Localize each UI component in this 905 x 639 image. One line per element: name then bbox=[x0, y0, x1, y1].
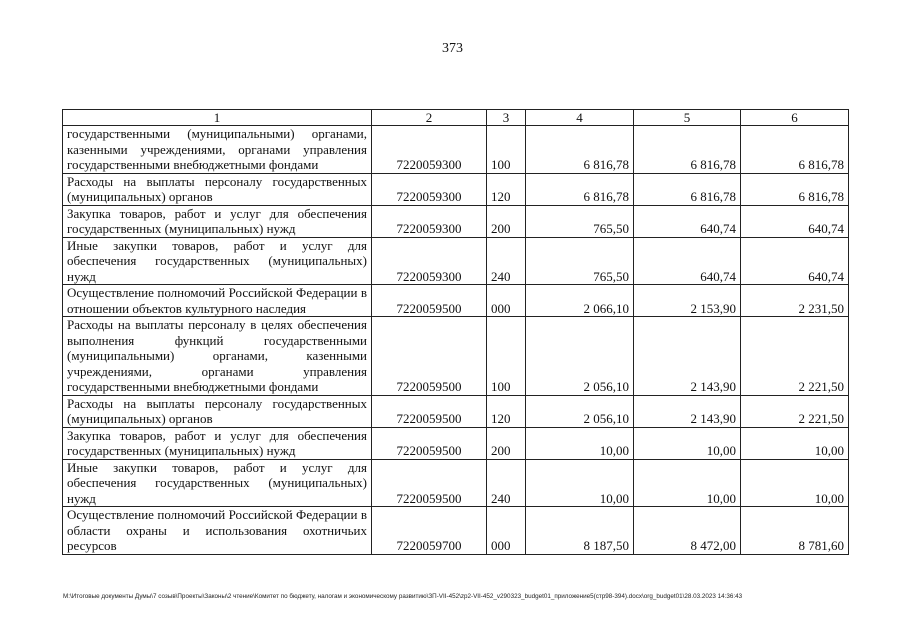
row-code-cell: 7220059500 bbox=[372, 285, 487, 317]
row-value-col5-cell: 640,74 bbox=[634, 205, 741, 237]
table-header-row bbox=[63, 110, 849, 126]
table-row bbox=[63, 427, 849, 459]
header-col-5: 5 bbox=[634, 110, 741, 126]
row-value-col6-cell: 6 816,78 bbox=[741, 126, 849, 174]
row-value-col5-cell: 10,00 bbox=[634, 459, 741, 507]
row-expense-type-cell: 000 bbox=[487, 507, 526, 555]
row-value-col4-cell: 10,00 bbox=[526, 427, 634, 459]
row-code-cell: 7220059500 bbox=[372, 317, 487, 396]
table-row bbox=[63, 205, 849, 237]
row-value-col5-cell: 6 816,78 bbox=[634, 173, 741, 205]
table-body bbox=[63, 126, 849, 555]
table-row bbox=[63, 507, 849, 555]
table-row bbox=[63, 173, 849, 205]
row-code-cell: 7220059300 bbox=[372, 205, 487, 237]
row-value-col4-cell: 10,00 bbox=[526, 459, 634, 507]
table-row bbox=[63, 317, 849, 396]
budget-table bbox=[62, 109, 849, 555]
table-row bbox=[63, 459, 849, 507]
row-expense-type-cell: 000 bbox=[487, 285, 526, 317]
row-value-col6-cell: 8 781,60 bbox=[741, 507, 849, 555]
row-expense-type-cell: 240 bbox=[487, 459, 526, 507]
row-value-col6-cell: 6 816,78 bbox=[741, 173, 849, 205]
row-code-cell: 7220059500 bbox=[372, 427, 487, 459]
row-code-cell: 7220059500 bbox=[372, 459, 487, 507]
row-name-cell: Иные закупки товаров, работ и услуг для обеспечения государственных (муниципальных) нужд bbox=[63, 459, 372, 507]
header-col-6: 6 bbox=[741, 110, 849, 126]
row-value-col5-cell: 10,00 bbox=[634, 427, 741, 459]
row-expense-type-cell: 100 bbox=[487, 126, 526, 174]
row-value-col4-cell: 2 066,10 bbox=[526, 285, 634, 317]
row-name-cell: Закупка товаров, работ и услуг для обеспечения государственных (муниципальных) нужд bbox=[63, 427, 372, 459]
row-value-col5-cell: 8 472,00 bbox=[634, 507, 741, 555]
file-path-footer: M:\Итоговые документы Думы\7 созыв\Проекты\Законы\2 чтение\Комитет по бюджету, налогам и экономическому развитию\ЗП-VII-452\zp2-VII-452_v290323_budget01_приложение5(стр98-394).docx\org_budget01\28.03.2023 14:36:43 bbox=[63, 593, 743, 600]
row-value-col6-cell: 2 231,50 bbox=[741, 285, 849, 317]
row-value-col6-cell: 640,74 bbox=[741, 205, 849, 237]
header-col-2: 2 bbox=[372, 110, 487, 126]
table-row bbox=[63, 395, 849, 427]
row-code-cell: 7220059300 bbox=[372, 237, 487, 285]
row-expense-type-cell: 240 bbox=[487, 237, 526, 285]
row-value-col4-cell: 6 816,78 bbox=[526, 126, 634, 174]
row-name-cell: государственными (муниципальными) органами, казенными учреждениями, органами управления государственными внебюджетными фондами bbox=[63, 126, 372, 174]
row-value-col6-cell: 2 221,50 bbox=[741, 395, 849, 427]
header-col-3: 3 bbox=[487, 110, 526, 126]
page-number: 373 bbox=[442, 41, 463, 56]
row-value-col5-cell: 2 143,90 bbox=[634, 317, 741, 396]
row-name-cell: Расходы на выплаты персоналу в целях обеспечения выполнения функций государственными (муниципальными) органами, казенными учреждениями, органами управления государственными внебюджетными фондами bbox=[63, 317, 372, 396]
row-value-col6-cell: 10,00 bbox=[741, 427, 849, 459]
row-value-col6-cell: 10,00 bbox=[741, 459, 849, 507]
row-expense-type-cell: 120 bbox=[487, 173, 526, 205]
row-value-col4-cell: 6 816,78 bbox=[526, 173, 634, 205]
row-expense-type-cell: 120 bbox=[487, 395, 526, 427]
header-col-4: 4 bbox=[526, 110, 634, 126]
table-row bbox=[63, 285, 849, 317]
row-value-col4-cell: 8 187,50 bbox=[526, 507, 634, 555]
row-code-cell: 7220059300 bbox=[372, 126, 487, 174]
row-name-cell: Иные закупки товаров, работ и услуг для обеспечения государственных (муниципальных) нужд bbox=[63, 237, 372, 285]
row-value-col4-cell: 765,50 bbox=[526, 205, 634, 237]
row-name-cell: Осуществление полномочий Российской Федерации в отношении объектов культурного наследия bbox=[63, 285, 372, 317]
row-value-col4-cell: 2 056,10 bbox=[526, 317, 634, 396]
row-code-cell: 7220059300 bbox=[372, 173, 487, 205]
table-row bbox=[63, 126, 849, 174]
row-value-col5-cell: 640,74 bbox=[634, 237, 741, 285]
row-value-col6-cell: 2 221,50 bbox=[741, 317, 849, 396]
row-value-col4-cell: 765,50 bbox=[526, 237, 634, 285]
table-row bbox=[63, 237, 849, 285]
row-code-cell: 7220059500 bbox=[372, 395, 487, 427]
row-name-cell: Расходы на выплаты персоналу государственных (муниципальных) органов bbox=[63, 173, 372, 205]
header-col-1: 1 bbox=[63, 110, 372, 126]
row-code-cell: 7220059700 bbox=[372, 507, 487, 555]
row-name-cell: Осуществление полномочий Российской Федерации в области охраны и использования охотничьих ресурсов bbox=[63, 507, 372, 555]
row-value-col5-cell: 6 816,78 bbox=[634, 126, 741, 174]
row-value-col4-cell: 2 056,10 bbox=[526, 395, 634, 427]
row-name-cell: Закупка товаров, работ и услуг для обеспечения государственных (муниципальных) нужд bbox=[63, 205, 372, 237]
row-value-col6-cell: 640,74 bbox=[741, 237, 849, 285]
row-expense-type-cell: 100 bbox=[487, 317, 526, 396]
row-value-col5-cell: 2 143,90 bbox=[634, 395, 741, 427]
row-value-col5-cell: 2 153,90 bbox=[634, 285, 741, 317]
row-expense-type-cell: 200 bbox=[487, 427, 526, 459]
row-expense-type-cell: 200 bbox=[487, 205, 526, 237]
row-name-cell: Расходы на выплаты персоналу государственных (муниципальных) органов bbox=[63, 395, 372, 427]
